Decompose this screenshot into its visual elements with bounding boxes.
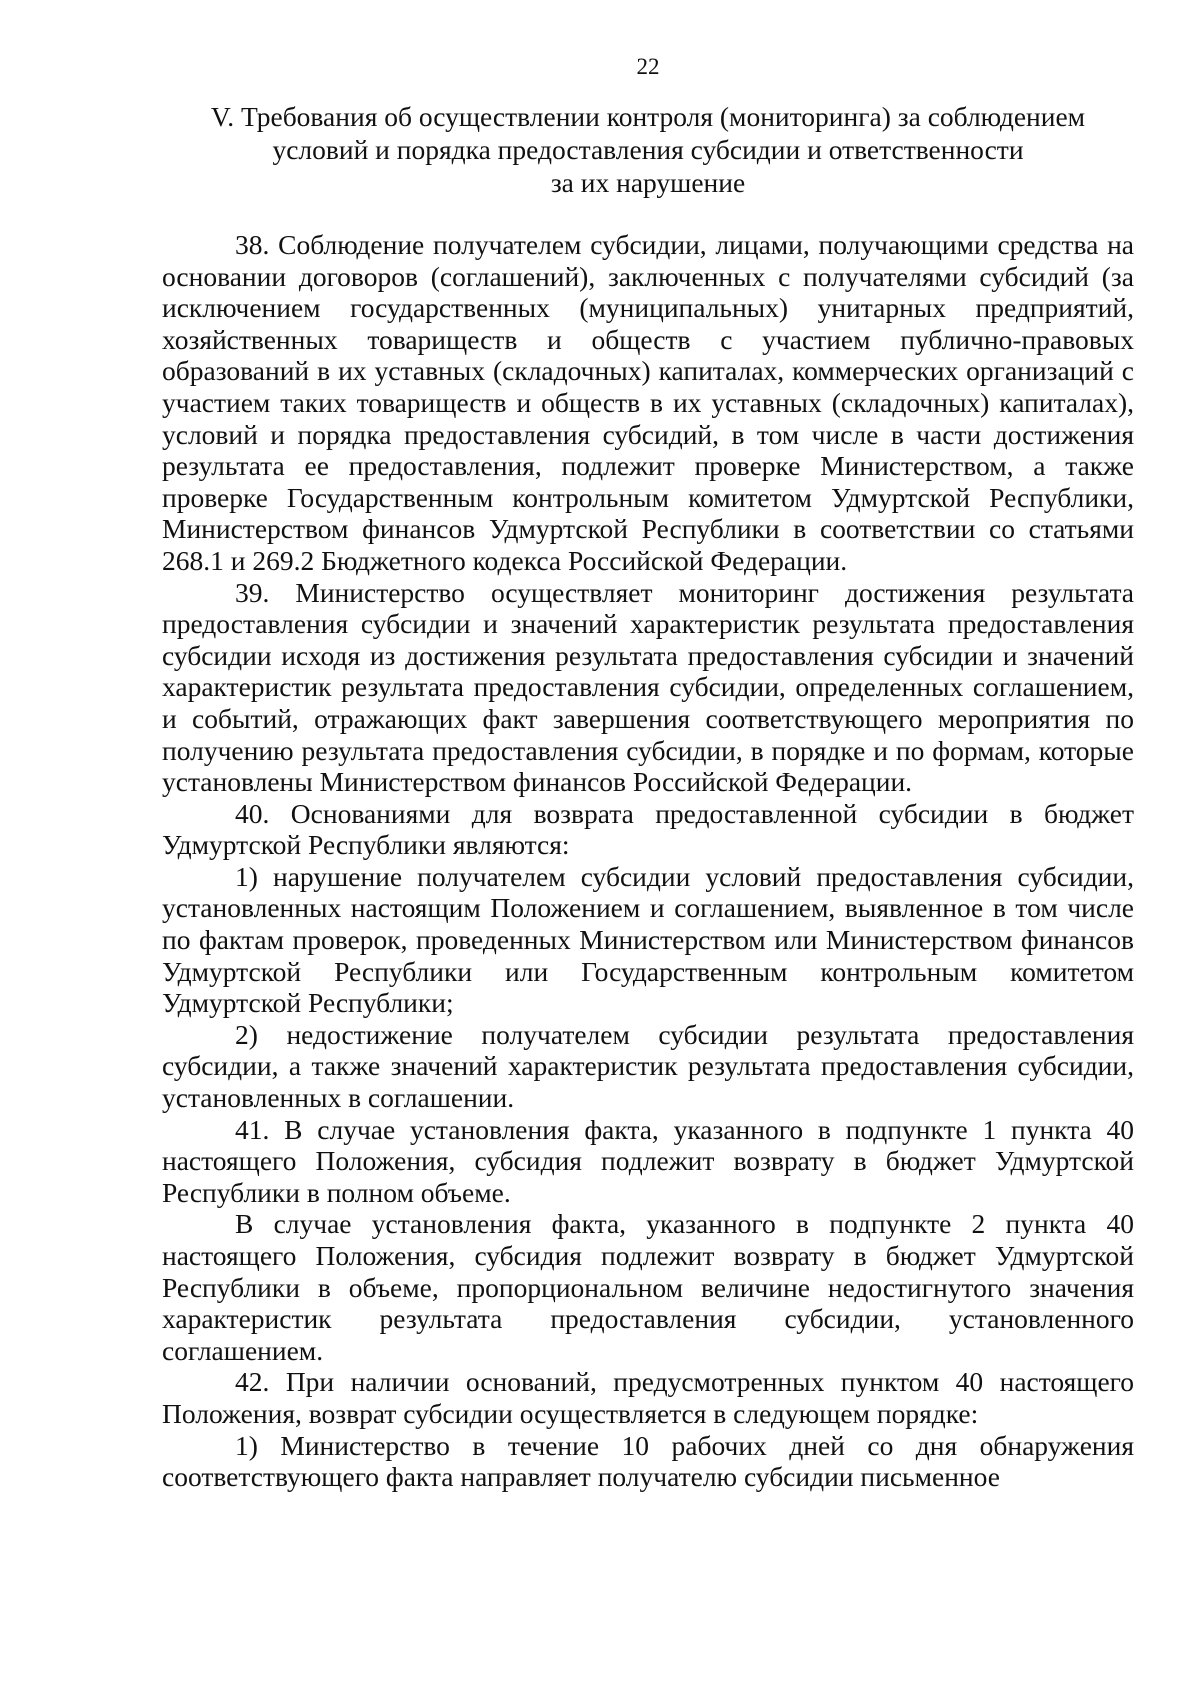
- paragraph-42: 42. При наличии оснований, предусмотренных пунктом 40 настоящего Положения, возврат субсидии осуществляется в следующем порядке:: [162, 1366, 1134, 1429]
- section-title: [162, 100, 1134, 199]
- paragraph-40-subitem-2: 2) недостижение получателем субсидии результата предоставления субсидии, а также значений характеристик результата предоставления субсидии, установленных в соглашении.: [162, 1018, 1134, 1114]
- page-number: 22: [636, 54, 660, 79]
- paragraph-42-subitem-1: 1) Министерство в течение 10 рабочих дней со дня обнаружения соответствующего факта направляет получателю субсидии письменное: [162, 1429, 1134, 1493]
- paragraph-41-continuation: В случае установления факта, указанного в подпункте 2 пункта 40 настоящего Положения, субсидия подлежит возврату в бюджет Удмуртской Республики в объеме, пропорциональном величине недостигнутого значения характеристик результата предоставления субсидии, установленного соглашением.: [162, 1208, 1134, 1366]
- section-title-line: за их нарушение: [550, 167, 746, 198]
- section-title-line: условий и порядка предоставления субсидии и ответственности: [272, 134, 1024, 165]
- document-page: [162, 52, 1134, 1493]
- document-body: [162, 229, 1134, 1493]
- paragraph-41: 41. В случае установления факта, указанного в подпункте 1 пункта 40 настоящего Положения, субсидия подлежит возврату в бюджет Удмуртской Республики в полном объеме.: [162, 1113, 1134, 1208]
- paragraph-39: 39. Министерство осуществляет мониторинг достижения результата предоставления субсидии и значений характеристик результата предоставления субсидии исходя из достижения результата предоставления субсидии и значений характеристик результата предоставления субсидии, определенных соглашением, и событий, отражающих факт завершения соответствующего мероприятия по получению результата предоставления субсидии, в порядке и по формам, которые установлены Министерством финансов Российской Федерации.: [162, 576, 1134, 798]
- paragraph-40-subitem-1: 1) нарушение получателем субсидии условий предоставления субсидии, установленных настоящим Положением и соглашением, выявленное в том числе по фактам проверок, проведенных Министерством или Министерством финансов Удмуртской Республики или Государственным контрольным комитетом Удмуртской Республики;: [162, 860, 1134, 1019]
- paragraph-38: 38. Соблюдение получателем субсидии, лицами, получающими средства на основании договоров (соглашений), заключенных с получателями субсидий (за исключением государственных (муниципальных) унитарных предприятий, хозяйственных товариществ и обществ с участием публично-правовых образований в их уставных (складочных) капиталах, коммерческих организаций с участием таких товариществ и обществ в их уставных (складочных) капиталах), условий и порядка предоставления субсидий, в том числе в части достижения результата ее предоставления, подлежит проверке Министерством, а также проверке Государственным контрольным комитетом Удмуртской Республики, Министерством финансов Удмуртской Республики в соответствии со статьями 268.1 и 269.2 Бюджетного кодекса Российской Федерации.: [162, 229, 1134, 576]
- paragraph-40: 40. Основаниями для возврата предоставленной субсидии в бюджет Удмуртской Республики являются:: [162, 797, 1134, 861]
- section-title-line: V. Требования об осуществлении контроля (мониторинга) за соблюдением: [210, 101, 1086, 132]
